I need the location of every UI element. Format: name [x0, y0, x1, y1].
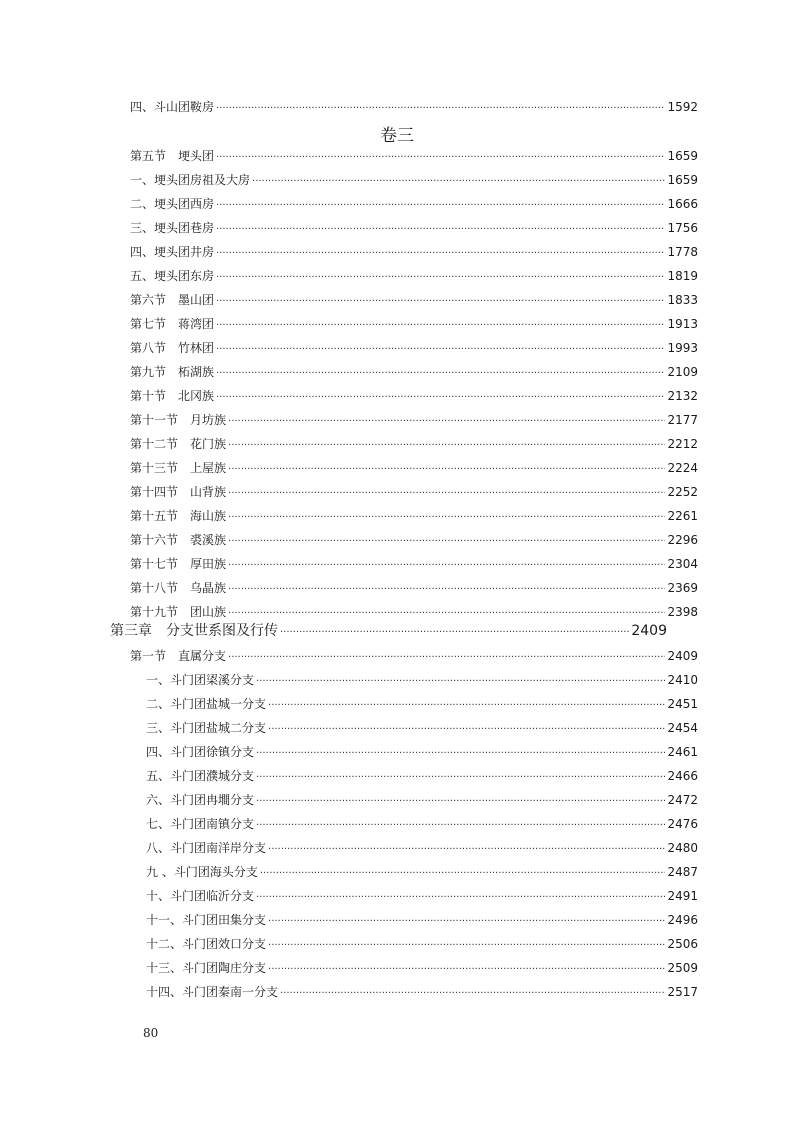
toc-entry-page: 1993: [667, 341, 698, 355]
dot-leader: [228, 650, 665, 666]
toc-entry: [130, 580, 698, 598]
dot-leader: [268, 842, 665, 858]
toc-entry-page: 2109: [667, 365, 698, 379]
toc-entry-label: 四、埂头团井房: [130, 245, 215, 259]
toc-entry-label: 第九节 柘湖族: [130, 365, 215, 379]
dot-leader: [228, 534, 665, 550]
toc-entry-label: 第十八节 乌晶族: [130, 581, 227, 595]
toc-entry-label: 第七节 蒋湾团: [130, 317, 215, 331]
toc-entry-label: 四、斗山团鞍房: [130, 100, 215, 114]
volume-heading: 卷三: [380, 126, 414, 146]
toc-sub-entry: [146, 912, 698, 930]
dot-leader: [228, 606, 665, 622]
dot-leader: [228, 510, 665, 526]
toc-entry-label: 三、斗门团盐城二分支: [146, 721, 267, 735]
toc-entry-page: 2480: [667, 841, 698, 855]
toc-entry-page: 2398: [667, 605, 698, 619]
toc-entry: [130, 604, 698, 622]
dot-leader: [268, 962, 665, 978]
dot-leader: [256, 818, 665, 834]
toc-entry-page: 2517: [667, 985, 698, 999]
toc-entry: [130, 508, 698, 526]
toc-entry-page: 2261: [667, 509, 698, 523]
dot-leader: [216, 222, 665, 238]
toc-entry-label: 五、埂头团东房: [130, 269, 215, 283]
toc-sub-entry: [146, 936, 698, 954]
toc-sub-entry: [146, 672, 698, 690]
toc-entry-page: 1778: [667, 245, 698, 259]
toc-entry: [130, 172, 698, 190]
toc-entry-page: 2496: [667, 913, 698, 927]
toc-entry-page: 1666: [667, 197, 698, 211]
toc-entry: [130, 412, 698, 430]
toc-entry: [130, 364, 698, 382]
toc-entry-page: 2466: [667, 769, 698, 783]
dot-leader: [216, 390, 665, 406]
toc-entry: [130, 460, 698, 478]
toc-entry-page: 2409: [667, 649, 698, 663]
toc-entry-label: 十二、斗门团效口分支: [146, 937, 267, 951]
toc-entry-page: 2509: [667, 961, 698, 975]
toc-chapter-label: 第三章 分支世系图及行传: [110, 623, 278, 639]
toc-entry-page: 1659: [667, 149, 698, 163]
toc-entry-page: 2410: [667, 673, 698, 687]
toc-entry-label: 四、斗门团徐镇分支: [146, 745, 255, 759]
toc-entry-page: 2296: [667, 533, 698, 547]
toc-entry-label: 第十六节 裘溪族: [130, 533, 227, 547]
toc-entry: [130, 556, 698, 574]
toc-entry-page: 2472: [667, 793, 698, 807]
toc-entry-label: 三、埂头团巷房: [130, 221, 215, 235]
toc-entry-page: 2252: [667, 485, 698, 499]
toc-sub-entry: [146, 864, 698, 882]
toc-entry-label: 第十三节 上屋族: [130, 461, 227, 475]
toc-entry-label: 八、斗门团南洋岸分支: [146, 841, 267, 855]
toc-entry: [130, 388, 698, 406]
toc-entry: [130, 648, 698, 666]
toc-entry-page: 2177: [667, 413, 698, 427]
toc-entry-label: 第十五节 海山族: [130, 509, 227, 523]
toc-entry-label: 第十一节 月坊族: [130, 413, 227, 427]
toc-entry-page: 2369: [667, 581, 698, 595]
toc-entry-label: 第八节 竹林团: [130, 341, 215, 355]
toc-entry-label: 一、埂头团房祖及大房: [130, 173, 251, 187]
dot-leader: [256, 890, 665, 906]
toc-entry-page: 1819: [667, 269, 698, 283]
toc-entry-page: 1833: [667, 293, 698, 307]
toc-entry-label: 十三、斗门团陶庄分支: [146, 961, 267, 975]
toc-entry-label: 第五节 埂头团: [130, 149, 215, 163]
dot-leader: [216, 270, 665, 286]
toc-entry-page: 2461: [667, 745, 698, 759]
toc-entry-label: 十四、斗门团秦南一分支: [146, 985, 279, 999]
toc-entry: [130, 292, 698, 310]
dot-leader: [268, 914, 665, 930]
toc-sub-entry: [146, 816, 698, 834]
toc-chapter-page: 2409: [631, 623, 667, 639]
toc-entry-page: 2132: [667, 389, 698, 403]
toc-entry-label: 二、埂头团西房: [130, 197, 215, 211]
toc-entry-page: 1756: [667, 221, 698, 235]
toc-sub-entry: [146, 744, 698, 762]
toc-sub-entry: [146, 960, 698, 978]
toc-entry-label: 二、斗门团盐城一分支: [146, 697, 267, 711]
toc-entry-page: 2487: [667, 865, 698, 879]
dot-leader: [252, 174, 665, 190]
toc-entry-label: 第十七节 厚田族: [130, 557, 227, 571]
toc-entry: [130, 220, 698, 238]
dot-leader: [256, 746, 665, 762]
toc-entry-page: 2304: [667, 557, 698, 571]
dot-leader: [228, 582, 665, 598]
dot-leader: [216, 150, 665, 166]
toc-entry-page: 1592: [667, 100, 698, 114]
dot-leader: [280, 625, 629, 641]
dot-leader: [228, 558, 665, 574]
dot-leader: [216, 342, 665, 358]
page-number: 80: [143, 1026, 159, 1040]
toc-entry-page: 2451: [667, 697, 698, 711]
dot-leader: [256, 674, 665, 690]
toc-entry-label: 第十四节 山背族: [130, 485, 227, 499]
toc-entry-page: 2212: [667, 437, 698, 451]
toc-entry-label: 第十节 北冈族: [130, 389, 215, 403]
dot-leader: [268, 698, 665, 714]
toc-sub-entry: [146, 840, 698, 858]
dot-leader: [268, 938, 665, 954]
toc-entry-label: 一、斗门团鿄溪分支: [146, 673, 255, 687]
toc-sub-entry: [146, 888, 698, 906]
toc-entry: [130, 316, 698, 334]
toc-entry-label: 七、斗门团南镇分支: [146, 817, 255, 831]
toc-entry-label: 第十九节 团山族: [130, 605, 227, 619]
toc-entry-page: 2224: [667, 461, 698, 475]
dot-leader: [216, 246, 665, 262]
toc-entry: [130, 484, 698, 502]
toc-entry-page: 2506: [667, 937, 698, 951]
toc-sub-entry: [146, 792, 698, 810]
toc-entry-label: 六、斗门团冉墹分支: [146, 793, 255, 807]
toc-sub-entry: [146, 696, 698, 714]
toc-entry-page: 1659: [667, 173, 698, 187]
dot-leader: [216, 318, 665, 334]
dot-leader: [256, 770, 665, 786]
toc-entry-page: 2491: [667, 889, 698, 903]
toc-entry: [130, 268, 698, 286]
dot-leader: [256, 794, 665, 810]
toc-entry-label: 九 、斗门团海头分支: [146, 865, 258, 879]
dot-leader: [228, 414, 665, 430]
toc-entry: [130, 436, 698, 454]
toc-entry-label: 第十二节 花门族: [130, 437, 227, 451]
toc-sub-entry: [146, 984, 698, 1002]
toc-entry-label: 五、斗门团濮城分支: [146, 769, 255, 783]
toc-chapter: [110, 623, 667, 641]
dot-leader: [260, 866, 666, 882]
toc-entry: [130, 340, 698, 358]
toc-entry-label: 第六节 墨山团: [130, 293, 215, 307]
dot-leader: [228, 462, 665, 478]
dot-leader: [216, 294, 665, 310]
toc-entry-page: 2454: [667, 721, 698, 735]
dot-leader: [268, 722, 665, 738]
toc-sub-entry: [146, 720, 698, 738]
dot-leader: [228, 438, 665, 454]
toc-entry-page: 1913: [667, 317, 698, 331]
dot-leader: [216, 366, 665, 382]
toc-entry: [130, 196, 698, 214]
toc-entry-label: 十、斗门团临沂分支: [146, 889, 255, 903]
toc-entry-label: 第一节 直属分支: [130, 649, 227, 663]
toc-entry: [130, 532, 698, 550]
toc-entry-label: 十一、斗门团田集分支: [146, 913, 267, 927]
toc-entry: [130, 148, 698, 166]
toc-sub-entry: [146, 768, 698, 786]
toc-entry: [130, 99, 698, 117]
toc-entry: [130, 244, 698, 262]
dot-leader: [280, 986, 665, 1002]
dot-leader: [228, 486, 665, 502]
toc-entry-page: 2476: [667, 817, 698, 831]
dot-leader: [216, 101, 665, 117]
dot-leader: [216, 198, 665, 214]
